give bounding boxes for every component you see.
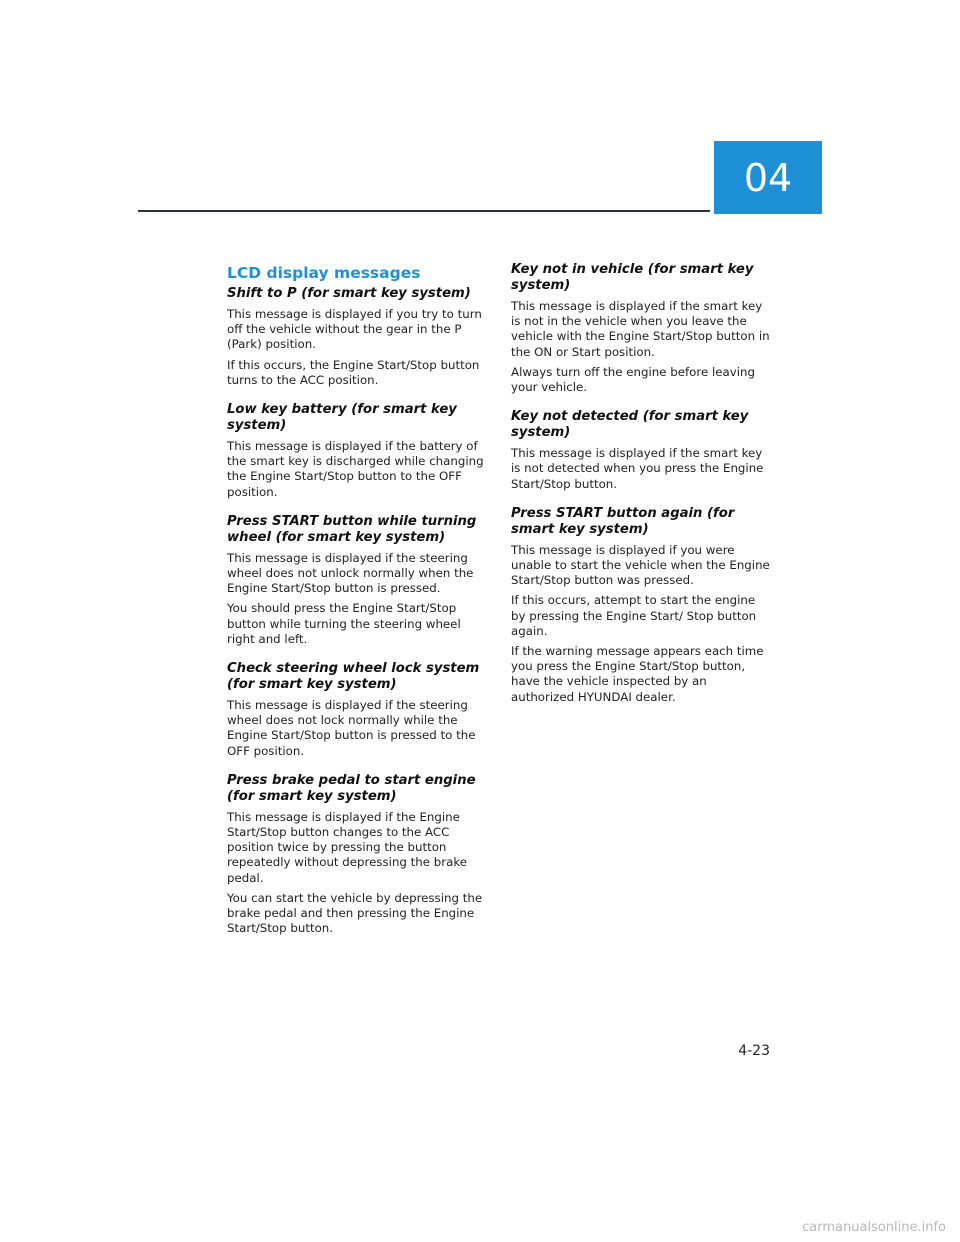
message-paragraph: This message is displayed if you were unable to start the vehicle when the Engine Start/Stop button was pressed. bbox=[511, 542, 770, 588]
chapter-number: 04 bbox=[743, 155, 793, 200]
message-paragraph: This message is displayed if the Engine Start/Stop button changes to the ACC position twice by pressing the button repeatedly without depressing the brake pedal. bbox=[227, 809, 468, 885]
message-paragraph: If this occurs, the Engine Start/Stop button turns to the ACC position. bbox=[227, 357, 480, 387]
message-block bbox=[227, 286, 489, 388]
message-block bbox=[227, 773, 489, 937]
message-paragraph: You can start the vehicle by depressing the brake pedal and then pressing the Engine Start/Stop button. bbox=[227, 890, 483, 936]
message-heading: Check steering wheel lock system (for smart key system) bbox=[227, 661, 480, 693]
message-block bbox=[511, 409, 773, 492]
message-heading: Key not detected (for smart key system) bbox=[511, 409, 749, 441]
message-paragraph: You should press the Engine Start/Stop button while turning the steering wheel right and left. bbox=[227, 601, 461, 646]
message-paragraph: This message is displayed if the smart key is not in the vehicle when you leave the vehicle with the Engine Start/Stop button in the ON or Start position. bbox=[511, 299, 770, 359]
message-paragraph: This message is displayed if the steering wheel does not unlock normally when the Engine Start/Stop button is pressed. bbox=[227, 550, 474, 596]
right-blocks bbox=[511, 262, 773, 705]
message-heading: Shift to P (for smart key system) bbox=[227, 286, 471, 301]
section-title: LCD display messages bbox=[227, 264, 421, 282]
left-column bbox=[227, 262, 489, 950]
message-paragraph: This message is displayed if the steering wheel does not lock normally while the Engine Start/Stop button is pressed to the OFF position. bbox=[227, 698, 476, 758]
message-heading: Press brake pedal to start engine (for smart key system) bbox=[227, 772, 476, 804]
message-heading: Press START button again (for smart key system) bbox=[511, 505, 735, 537]
message-paragraph: If this occurs, attempt to start the engine by pressing the Engine Start/ Stop button again. bbox=[511, 593, 757, 638]
header-rule bbox=[138, 210, 710, 212]
chapter-tab bbox=[714, 141, 822, 214]
message-paragraph: If the warning message appears each time you press the Engine Start/Stop button, have the vehicle inspected by an authorized HYUNDAI dealer. bbox=[511, 644, 764, 704]
message-block bbox=[227, 402, 489, 500]
message-paragraph: This message is displayed if the battery of the smart key is discharged while changing the Engine Start/Stop button to the OFF position. bbox=[227, 439, 484, 499]
left-blocks bbox=[227, 286, 489, 936]
watermark-footer: carmanualsonline.info bbox=[802, 1220, 946, 1235]
message-block bbox=[227, 661, 489, 759]
page-number: 4-23 bbox=[738, 1043, 770, 1059]
message-heading: Low key battery (for smart key system) bbox=[227, 402, 457, 434]
message-paragraph: This message is displayed if you try to turn off the vehicle without the gear in the P (Park) position. bbox=[227, 307, 482, 352]
message-paragraph: This message is displayed if the smart key is not detected when you press the Engine Start/Stop button. bbox=[511, 446, 764, 491]
right-column bbox=[511, 262, 773, 719]
message-block bbox=[227, 514, 489, 647]
message-block bbox=[511, 506, 773, 705]
message-paragraph: Always turn off the engine before leaving your vehicle. bbox=[511, 364, 755, 395]
message-heading: Press START button while turning wheel (for smart key system) bbox=[227, 513, 477, 545]
message-heading: Key not in vehicle (for smart key system) bbox=[511, 262, 754, 293]
message-block bbox=[511, 262, 773, 395]
